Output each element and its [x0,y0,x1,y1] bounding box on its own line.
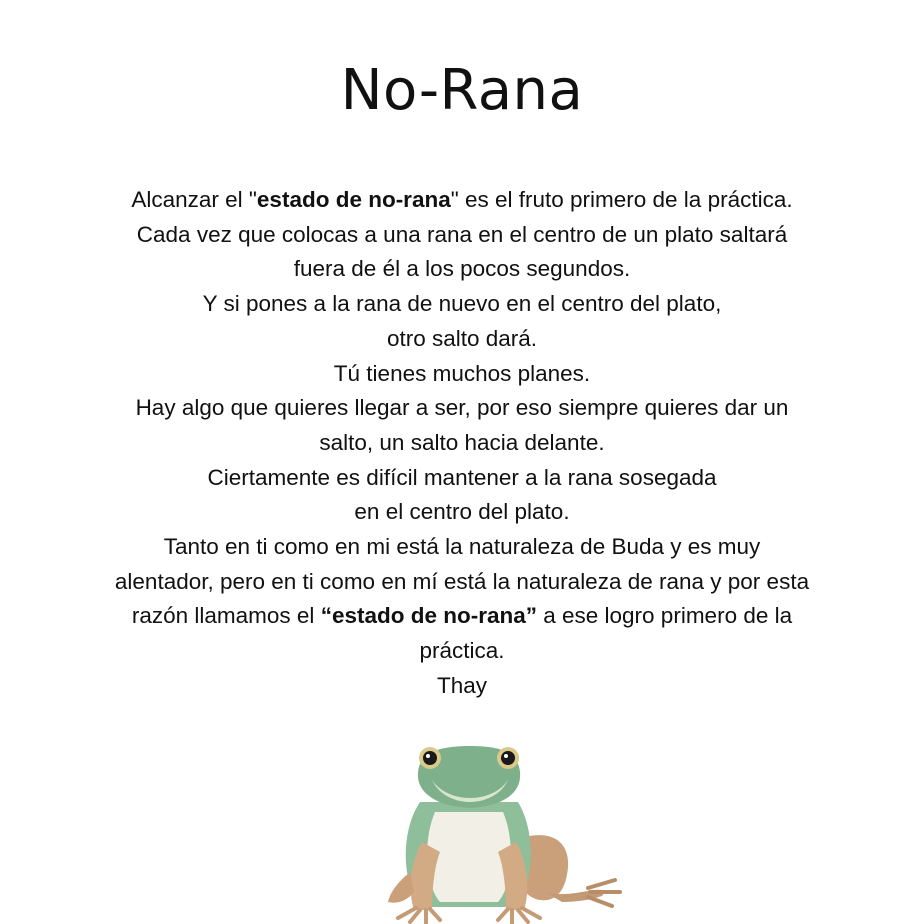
poem-line: Tanto en ti como en mi está la naturaleza de Buda y es muy [163,534,761,560]
page-title: No-Rana [340,58,584,123]
poem-line: Thay [436,672,488,698]
poem-line: Ciertamente es difícil mantener a la rana sosegada [207,464,717,490]
line-text: Alcanzar el " [131,187,257,212]
poem-line: alentador, pero en ti como en mí está la naturaleza de rana y por esta [114,568,810,594]
line-text: a ese logro primero de la [536,603,793,629]
line-text: " es el fruto primero de la práctica. [450,187,793,212]
bold-phrase: estado de no-rana [256,187,451,212]
poem-line [40,599,884,634]
poem-line: Y si pones a la rana de nuevo en el centro del plato, [202,291,722,317]
poem-text [40,183,884,704]
line-text: razón llamamos el [131,603,321,629]
poem-line: salto, un salto hacia delante. [319,429,605,455]
poem-line: en el centro del plato. [354,499,570,525]
poem-line [40,183,884,218]
bold-phrase: “estado de no-rana” [320,603,537,629]
poem-line: práctica. [419,638,505,664]
poem-line: otro salto dará. [386,325,538,351]
poem-line: Hay algo que quieres llegar a ser, por eso siempre quieres dar un [135,395,789,421]
poem-line: Cada vez que colocas a una rana en el centro de un plato saltará [136,221,788,247]
poem-line: fuera de él a los pocos segundos. [293,256,631,282]
poem-line: Tú tienes muchos planes. [333,360,591,386]
frog-photo-icon [340,742,630,924]
